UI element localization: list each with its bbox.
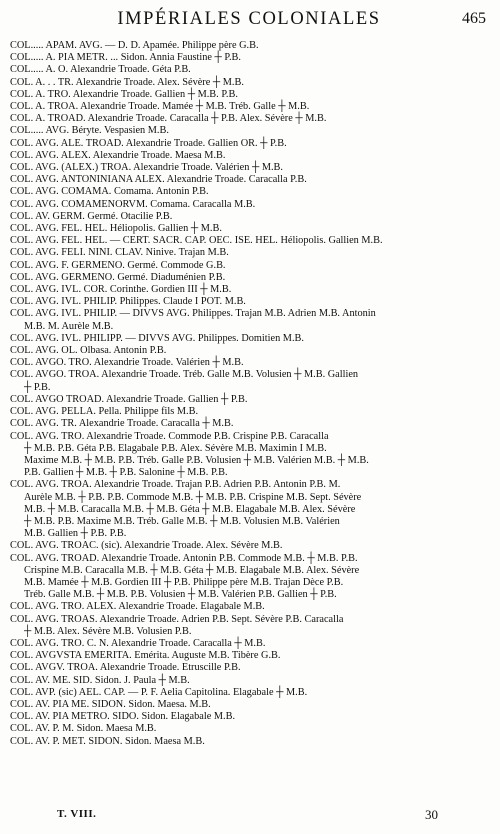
entry-line: COL. A. TRO. Alexandrie Troade. Gallien ┼ M.B. P.B. [10, 88, 238, 100]
entry-line: COL. AVG. IVL. PHILIP. Philippes. Claude I POT. M.B. [10, 296, 246, 308]
catalog-entry [10, 89, 492, 101]
entry-line: COL. AVG. TRO. ALEX. Alexandrie Troade. Elagabale M.B. [10, 601, 265, 613]
catalog-entry [10, 308, 492, 332]
entry-line: COL..... APAM. AVG. — D. D. Apamée. Philippe père G.B. [10, 40, 259, 51]
signature-number: 30 [425, 807, 438, 822]
catalog-entry [10, 333, 492, 345]
entry-line: COL. AVG. GERMENO. Germé. Diaduménien P.B. [10, 271, 226, 283]
catalog-entry [10, 113, 492, 125]
catalog-entry [10, 394, 492, 406]
entry-line: COL. AVG. F. GERMENO. Germé. Commode G.B. [10, 259, 226, 271]
entry-continuation-line: Maxime M.B. ┼ M.B. P.B. Tréb. Galle P.B. Volusien ┼ M.B. Valérien M.B. ┼ M.B. [24, 454, 369, 466]
entry-line: COL. AVG. TROAD. Alexandrie Troade. Antonin P.B. Commode M.B. ┼ M.B. P.B. [10, 552, 358, 564]
entry-line: COL. AVG. FEL. HEL. Héliopolis. Gallien ┼ M.B. [10, 223, 222, 235]
entry-line: COL..... A. O. Alexandrie Troade. Géta P.B. [10, 64, 191, 76]
entry-continuation-line: ┼ M.B. Alex. Sévère M.B. Volusien P.B. [24, 625, 192, 637]
entry-line: COL. AVG. PELLA. Pella. Philippe fils M.B. [10, 406, 199, 418]
entry-line: COL. A. TROA. Alexandrie Troade. Mamée ┼ M.B. Tréb. Galle ┼ M.B. [10, 101, 310, 113]
catalog-entry [10, 174, 492, 186]
catalog-entry [10, 186, 492, 198]
entry-line: COL. AVG. ANTONINIANA ALEX. Alexandrie Troade. Caracalla P.B. [10, 174, 307, 186]
entry-line: COL. AVGO. TROA. Alexandrie Troade. Tréb. Galle M.B. Volusien ┼ M.B. Gallien [10, 369, 359, 381]
catalog-entry [10, 211, 492, 223]
entry-line: COL. AVG. FELI. NINI. CLAV. Ninive. Trajan M.B. [10, 247, 229, 259]
entry-line: COL. AVGO TROAD. Alexandrie Troade. Gallien ┼ P.B. [10, 393, 248, 405]
catalog-entry [10, 284, 492, 296]
entry-continuation-line: M.B. M. Aurèle M.B. [24, 320, 114, 332]
entry-line: COL. AVG. ALEX. Alexandrie Troade. Maesa M.B. [10, 149, 226, 161]
catalog-entry [10, 601, 492, 613]
catalog-entry [10, 199, 492, 211]
entry-line: COL. AVGO. TRO. Alexandrie Troade. Valérien ┼ M.B. [10, 357, 244, 369]
catalog-entry [10, 369, 492, 393]
catalog-entry [10, 138, 492, 150]
entry-line: COL. AVP. (sic) AEL. CAP. — P. F. Aelia Capitolina. Elagabale ┼ M.B. [10, 686, 308, 698]
entry-line: COL. AVG. OL. Olbasa. Antonin P.B. [10, 345, 167, 357]
entry-continuation-line: M.B. Mamée ┼ M.B. Gordien III ┼ P.B. Philippe père M.B. Trajan Dèce P.B. [24, 576, 344, 588]
catalog-entry [10, 418, 492, 430]
page-header [10, 9, 488, 35]
catalog-entry [10, 723, 492, 735]
entry-line: COL. AVG. IVL. PHILIPP. — DIVVS AVG. Philippes. Domitien M.B. [10, 332, 304, 344]
entry-line: COL. AV. PIA METRO. SIDO. Sidon. Elagabale M.B. [10, 711, 236, 723]
entry-line: COL. A. . . TR. Alexandrie Troade. Alex. Sévère ┼ M.B. [10, 76, 244, 88]
entry-line: COL. AV. ME. SID. Sidon. J. Paula ┼ M.B. [10, 674, 190, 686]
entry-continuation-line: ┼ M.B. P.B. Géta P.B. Elagabale P.B. Alex. Sévère M.B. Maximin I M.B. [24, 442, 327, 454]
entry-line: COL. AV. P. M. Sidon. Maesa M.B. [10, 723, 157, 735]
entry-line: COL. AVGV. TROA. Alexandrie Troade. Etruscille P.B. [10, 662, 241, 674]
entry-line: COL. AVG. TROAS. Alexandrie Troade. Adrien P.B. Sept. Sévère P.B. Caracalla [10, 613, 344, 625]
catalog-entry [10, 675, 492, 687]
entry-line: COL. AVG. (ALEX.) TROA. Alexandrie Troade. Valérien ┼ M.B. [10, 162, 283, 174]
entry-line: COL. AVG. COMAMENORVM. Comama. Caracalla M.B. [10, 198, 256, 210]
entry-line: COL..... A. PIA METR. ... Sidon. Annia Faustine ┼ P.B. [10, 52, 241, 64]
entry-line: COL. AVG. TRO. Alexandrie Troade. Commode P.B. Crispine P.B. Caracalla [10, 430, 329, 442]
entry-continuation-line: P.B. Gallien ┼ M.B. ┼ P.B. Salonine ┼ M.B. P.B. [24, 467, 228, 479]
catalog-entry [10, 662, 492, 674]
catalog-entry [10, 162, 492, 174]
entry-line: COL. AVG. TR. Alexandrie Troade. Caracalla ┼ M.B. [10, 418, 234, 430]
entry-line: COL. AVG. IVL. COR. Corinthe. Gordien III ┼ M.B. [10, 284, 232, 296]
catalog-entry [10, 650, 492, 662]
entry-continuation-line: M.B. Gallien ┼ P.B. P.B. [24, 528, 127, 540]
volume-label: T. VIII. [57, 808, 97, 820]
entry-continuation-line: M.B. ┼ M.B. Caracalla M.B. ┼ M.B. Géta ┼ M.B. Elagabale M.B. Alex. Sévère [24, 503, 356, 515]
catalog-entry [10, 296, 492, 308]
catalog-entry [10, 406, 492, 418]
entry-list [10, 40, 492, 748]
entry-continuation-line: Crispine M.B. Caracalla M.B. ┼ M.B. Géta ┼ M.B. Elagabale M.B. Alex. Sévère [24, 564, 360, 576]
entry-line: COL. AVG. COMAMA. Comama. Antonin P.B. [10, 186, 209, 198]
entry-line: COL. AVG. TROAC. (sic). Alexandrie Troade. Alex. Sévère M.B. [10, 540, 283, 552]
catalog-entry [10, 125, 492, 137]
catalog-entry [10, 736, 492, 748]
catalog-entry [10, 357, 492, 369]
catalog-entry [10, 553, 492, 602]
entry-line: COL. AVGVSTA EMERITA. Emérita. Auguste M.B. Tibère G.B. [10, 650, 281, 662]
catalog-entry [10, 52, 492, 64]
entry-line: COL. AV. GERM. Germé. Otacilie P.B. [10, 210, 173, 222]
catalog-entry [10, 247, 492, 259]
catalog-entry [10, 235, 492, 247]
entry-continuation-line: Aurèle M.B. ┼ P.B. P.B. Commode M.B. ┼ M.B. P.B. Crispine M.B. Sept. Sévère [24, 491, 362, 503]
catalog-entry [10, 614, 492, 638]
catalog-entry [10, 638, 492, 650]
catalog-entry [10, 101, 492, 113]
catalog-entry [10, 540, 492, 552]
page-footer [0, 808, 500, 824]
catalog-entry [10, 64, 492, 76]
entry-continuation-line: Tréb. Galle M.B. ┼ M.B. P.B. Volusien ┼ M.B. Valérien P.B. Gallien ┼ P.B. [24, 589, 337, 601]
entry-line: COL. AVG. TROA. Alexandrie Troade. Trajan P.B. Adrien P.B. Antonin P.B. M. [10, 479, 341, 491]
page-number: 465 [462, 10, 486, 27]
entry-line: COL. AVG. FEL. HEL. — CERT. SACR. CAP. OEC. ISE. HEL. Héliopolis. Gallien M.B. [10, 235, 383, 247]
catalog-entry [10, 699, 492, 711]
entry-line: COL. AVG. ALE. TROAD. Alexandrie Troade. Gallien OR. ┼ P.B. [10, 137, 287, 149]
entry-line: COL. A. TROAD. Alexandrie Troade. Caracalla ┼ P.B. Alex. Sévère ┼ M.B. [10, 113, 327, 125]
catalog-entry [10, 40, 492, 52]
page-title: IMPÉRIALES COLONIALES [117, 9, 381, 29]
entry-continuation-line: ┼ M.B. P.B. Maxime M.B. Tréb. Galle M.B. ┼ M.B. Volusien M.B. Valérien [24, 515, 340, 527]
catalog-entry [10, 711, 492, 723]
entry-line: COL. AVG. IVL. PHILIP. — DIVVS AVG. Philippes. Trajan M.B. Adrien M.B. Antonin [10, 308, 376, 320]
entry-line: COL. AVG. TRO. C. N. Alexandrie Troade. Caracalla ┼ M.B. [10, 637, 266, 649]
catalog-entry [10, 150, 492, 162]
catalog-entry [10, 272, 492, 284]
catalog-entry [10, 431, 492, 480]
entry-line: COL..... AVG. Béryte. Vespasien M.B. [10, 125, 169, 137]
entry-continuation-line: ┼ P.B. [24, 381, 51, 393]
catalog-entry [10, 223, 492, 235]
entry-line: COL. AV. PIA ME. SIDON. Sidon. Maesa. M.B. [10, 698, 211, 710]
entry-line: COL. AV. P. MET. SIDON. Sidon. Maesa M.B. [10, 735, 205, 747]
catalog-entry [10, 77, 492, 89]
catalog-entry [10, 479, 492, 540]
catalog-entry [10, 345, 492, 357]
catalog-entry [10, 687, 492, 699]
catalog-entry [10, 260, 492, 272]
